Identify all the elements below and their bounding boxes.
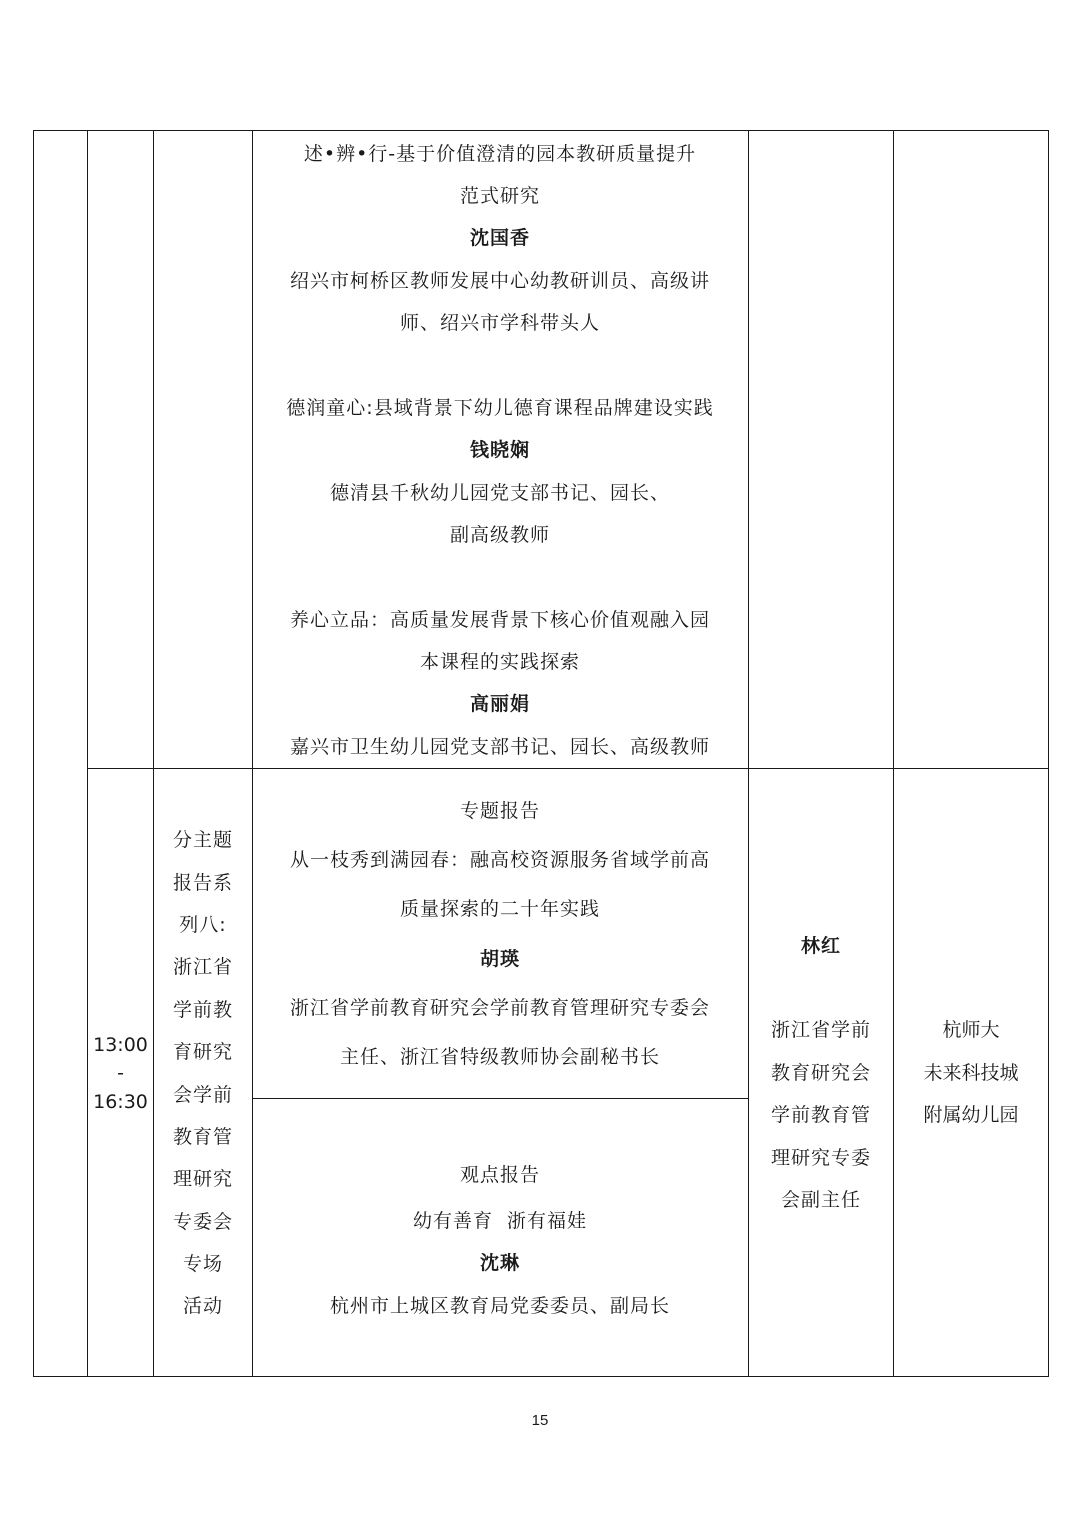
host-title-line: 学前教育管 bbox=[770, 1104, 871, 1126]
speaker-title-line: 绍兴市柯桥区教师发展中心幼教研训员、高级讲 bbox=[289, 270, 710, 292]
theme-line: 浙江省 bbox=[172, 956, 233, 978]
report-title-line: 质量探索的二十年实践 bbox=[399, 898, 600, 920]
col-line bbox=[893, 130, 894, 1377]
theme-line: 育研究 bbox=[172, 1041, 233, 1063]
speaker-name: 沈国香 bbox=[469, 227, 530, 249]
speaker-title-line: 副高级教师 bbox=[449, 524, 550, 546]
theme-line: 专场 bbox=[182, 1253, 223, 1275]
speaker-name: 高丽娟 bbox=[469, 693, 530, 715]
theme-line: 教育管 bbox=[172, 1126, 233, 1148]
theme-line: 列八: bbox=[179, 914, 227, 936]
report-type-heading: 专题报告 bbox=[459, 800, 540, 822]
cell-divider bbox=[252, 1098, 748, 1099]
speaker-title-line: 嘉兴市卫生幼儿园党支部书记、园长、高级教师 bbox=[289, 736, 710, 758]
report-title-line: 从一枝秀到满园春：融高校资源服务省域学前高 bbox=[289, 849, 710, 871]
host-name: 林红 bbox=[800, 935, 841, 957]
speaker-title-line: 杭州市上城区教育局党委委员、副局长 bbox=[329, 1295, 670, 1317]
report-title-line: 幼有善育 浙有福娃 bbox=[412, 1210, 588, 1232]
speaker-title-line: 浙江省学前教育研究会学前教育管理研究专委会 bbox=[289, 997, 710, 1019]
venue-line: 附属幼儿园 bbox=[923, 1104, 1019, 1126]
table-right-border bbox=[1048, 130, 1049, 1377]
end-time: 16:30 bbox=[93, 1091, 148, 1113]
host-title-line: 理研究专委 bbox=[770, 1147, 871, 1169]
theme-line: 报告系 bbox=[172, 872, 233, 894]
theme-line: 会学前 bbox=[172, 1084, 233, 1106]
page-number: 15 bbox=[531, 1412, 549, 1429]
report-title-line: 德润童心:县域背景下幼儿德育课程品牌建设实践 bbox=[286, 397, 714, 419]
host-title-line: 会副主任 bbox=[780, 1189, 861, 1211]
time-separator: - bbox=[117, 1062, 124, 1084]
col-line bbox=[33, 130, 34, 1377]
theme-line: 理研究 bbox=[172, 1168, 233, 1190]
report-title-line: 本课程的实践探索 bbox=[419, 651, 580, 673]
report-title-line: 养心立品：高质量发展背景下核心价值观融入园 bbox=[289, 609, 710, 631]
col-line bbox=[87, 130, 88, 1377]
table-top-border bbox=[33, 130, 1049, 131]
report-title-line: 范式研究 bbox=[459, 185, 540, 207]
theme-line: 分主题 bbox=[172, 829, 233, 851]
start-time: 13:00 bbox=[93, 1034, 148, 1056]
theme-line: 活动 bbox=[182, 1295, 223, 1317]
venue-line: 杭师大 bbox=[942, 1019, 1000, 1041]
host-title-line: 浙江省学前 bbox=[770, 1019, 871, 1041]
speaker-name: 钱晓娴 bbox=[469, 439, 530, 461]
venue-line: 未来科技城 bbox=[923, 1062, 1019, 1084]
speaker-title-line: 主任、浙江省特级教师协会副秘书长 bbox=[339, 1046, 660, 1068]
row-divider bbox=[87, 768, 1049, 769]
theme-line: 专委会 bbox=[172, 1211, 233, 1233]
speaker-title-line: 德清县千秋幼儿园党支部书记、园长、 bbox=[329, 482, 670, 504]
report-title-line: 述•辨•行-基于价值澄清的园本教研质量提升 bbox=[303, 143, 697, 165]
speaker-name: 胡瑛 bbox=[479, 948, 520, 970]
host-title-line: 教育研究会 bbox=[770, 1062, 871, 1084]
report-type-heading: 观点报告 bbox=[459, 1164, 540, 1186]
speaker-name: 沈琳 bbox=[479, 1252, 520, 1274]
theme-line: 学前教 bbox=[172, 999, 233, 1021]
table-bottom-border bbox=[33, 1376, 1049, 1377]
speaker-title-line: 师、绍兴市学科带头人 bbox=[399, 312, 600, 334]
